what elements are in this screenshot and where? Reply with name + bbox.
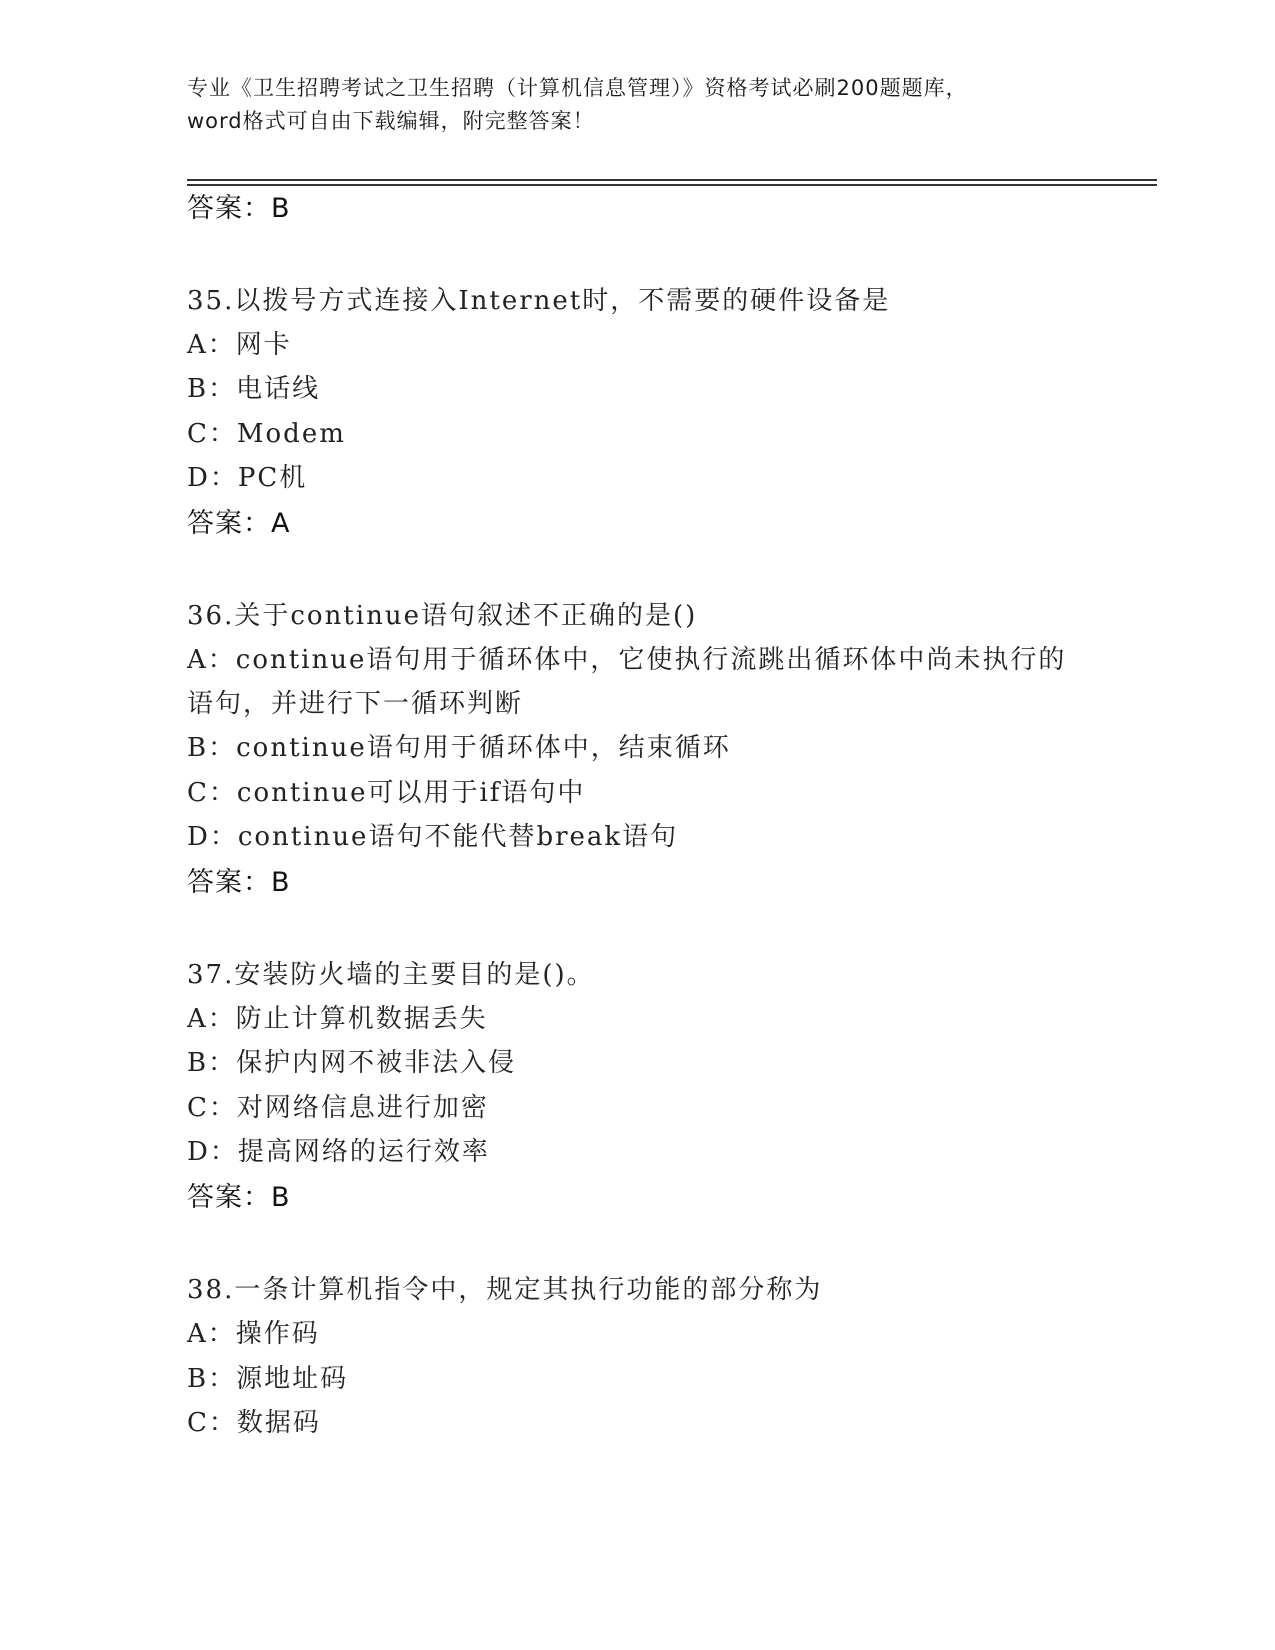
question-38-option-b: B：源地址码 (187, 1364, 349, 1394)
question-37-option-d: D：提高网络的运行效率 (187, 1137, 490, 1167)
document-header (187, 72, 1087, 138)
header-divider-bottom (187, 184, 1157, 186)
header-line-1: 专业《卫生招聘考试之卫生招聘（计算机信息管理）》资格考试必刷200题题库， (187, 76, 968, 100)
question-35-option-c: C：Modem (187, 419, 346, 449)
question-38-option-c: C：数据码 (187, 1408, 321, 1438)
header-line-2: word格式可自由下载编辑，附完整答案！ (187, 109, 595, 133)
question-37-stem: 37.安装防火墙的主要目的是()。 (187, 960, 595, 990)
question-36-option-b: B：continue语句用于循环体中，结束循环 (187, 733, 731, 763)
answer-37: 答案：B (187, 1182, 291, 1213)
question-35-stem: 35.以拨号方式连接入Internet时，不需要的硬件设备是 (187, 286, 891, 316)
question-36-option-a: A：continue语句用于循环体中，它使执行流跳出循环体中尚未执行的 (187, 645, 1067, 675)
question-37-option-b: B：保护内网不被非法入侵 (187, 1048, 517, 1078)
question-35-option-a: A：网卡 (187, 330, 292, 360)
question-36-option-d: D：continue语句不能代替break语句 (187, 822, 679, 852)
question-38-stem: 38.一条计算机指令中，规定其执行功能的部分称为 (187, 1275, 823, 1305)
question-36-option-a-continued: 语句，并进行下一循环判断 (187, 689, 524, 719)
question-38-option-a: A：操作码 (187, 1319, 320, 1349)
answer-35: 答案：A (187, 508, 291, 539)
question-36-stem: 36.关于continue语句叙述不正确的是() (187, 601, 698, 631)
question-35-option-d: D：PC机 (187, 463, 308, 493)
answer-34: 答案：B (187, 193, 291, 224)
question-36-option-c: C：continue可以用于if语句中 (187, 778, 586, 808)
question-37-option-c: C：对网络信息进行加密 (187, 1093, 489, 1123)
answer-36: 答案：B (187, 867, 291, 898)
question-37-option-a: A：防止计算机数据丢失 (187, 1004, 488, 1034)
header-divider-top (187, 179, 1157, 181)
question-35-option-b: B：电话线 (187, 374, 321, 404)
